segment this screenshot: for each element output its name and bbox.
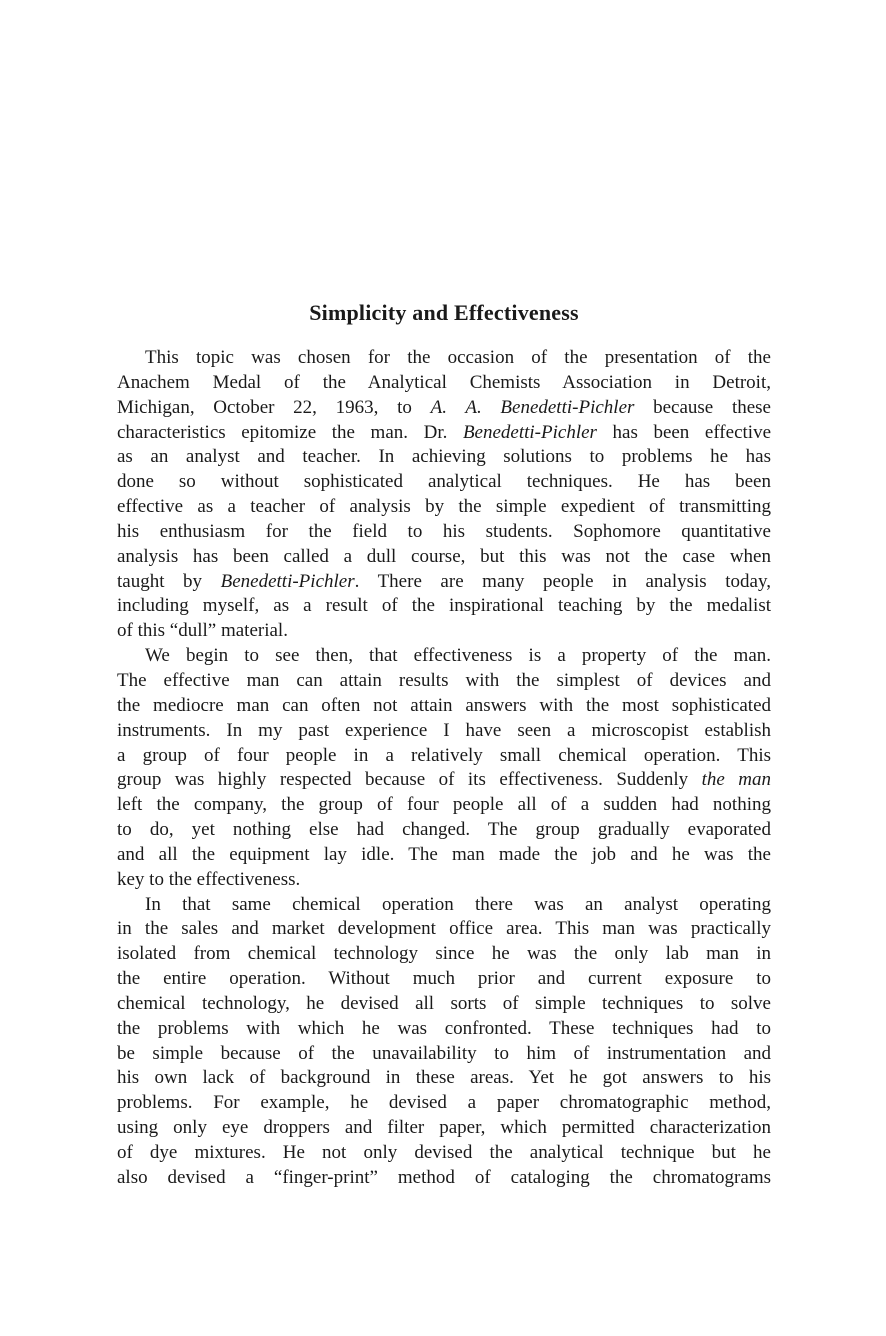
text-line: isolated from chemical technology since he was the only lab man in (117, 943, 771, 965)
body-text (117, 346, 771, 1191)
text-line: Michigan, October 22, 1963, to A. A. Benedetti-Pichler because these (117, 396, 771, 418)
text-line: We begin to see then, that effectiveness is a property of the man. (145, 645, 771, 667)
text-line: a group of four people in a relatively small chemical operation. This (117, 744, 771, 766)
text-line: of this “dull” material. (117, 620, 288, 642)
italic-name: Benedetti-Pichler (462, 421, 597, 443)
text-line: In that same chemical operation there was an analyst operating (145, 893, 771, 915)
text-line: instruments. In my past experience I have seen a microscopist establish (117, 719, 771, 741)
italic-emphasis: the man (701, 769, 772, 791)
text-line: as an analyst and teacher. In achieving solutions to problems he has (117, 446, 771, 468)
text-line: using only eye droppers and filter paper, which permitted characterization (117, 1117, 771, 1139)
text-line: problems. For example, he devised a paper chromatographic method, (117, 1092, 771, 1114)
text-line: the problems with which he was confronted. These techniques had to (117, 1017, 771, 1039)
text-line: analysis has been called a dull course, but this was not the case when (117, 545, 771, 567)
text-line: in the sales and market development office area. This man was practically (117, 918, 771, 940)
document-page (117, 0, 771, 1336)
text-line: the mediocre man can often not attain answers with the most sophisticated (117, 694, 771, 716)
text-line: Anachem Medal of the Analytical Chemists Association in Detroit, (117, 371, 771, 393)
text-line: left the company, the group of four people all of a sudden had nothing (117, 794, 771, 816)
text-line: the entire operation. Without much prior and current exposure to (117, 968, 771, 990)
text-line: group was highly respected because of its effectiveness. Suddenly the man (117, 769, 772, 791)
text-line: to do, yet nothing else had changed. The group gradually evaporated (117, 819, 771, 841)
text-line: chemical technology, he devised all sorts of simple techniques to solve (117, 992, 771, 1014)
text-line: his own lack of background in these areas. Yet he got answers to his (117, 1067, 771, 1089)
text-line: effective as a teacher of analysis by the simple expedient of transmitting (117, 496, 771, 518)
text-line: his enthusiasm for the field to his students. Sophomore quantitative (117, 520, 771, 542)
italic-name: Benedetti-Pichler (220, 570, 355, 592)
text-line: characteristics epitomize the man. Dr. Benedetti-Pichler has been effective (117, 421, 771, 443)
text-line: The effective man can attain results with the simplest of devices and (117, 669, 771, 691)
italic-name: A. A. Benedetti-Pichler (430, 396, 635, 418)
text-line: also devised a “finger-print” method of cataloging the chromatograms (117, 1166, 771, 1188)
text-line: key to the effectiveness. (117, 868, 301, 890)
text-line: and all the equipment lay idle. The man made the job and he was the (117, 843, 771, 865)
text-line: done so without sophisticated analytical techniques. He has been (117, 471, 771, 493)
text-line: including myself, as a result of the inspirational teaching by the medalist (117, 595, 771, 617)
text-line: taught by Benedetti-Pichler. There are many people in analysis today, (117, 570, 771, 592)
text-line: of dye mixtures. He not only devised the analytical technique but he (117, 1142, 771, 1163)
text-line: This topic was chosen for the occasion of the presentation of the (145, 347, 771, 368)
text-line: be simple because of the unavailability to him of instrumentation and (117, 1042, 771, 1064)
page-title: Simplicity and Effectiveness (309, 300, 579, 325)
